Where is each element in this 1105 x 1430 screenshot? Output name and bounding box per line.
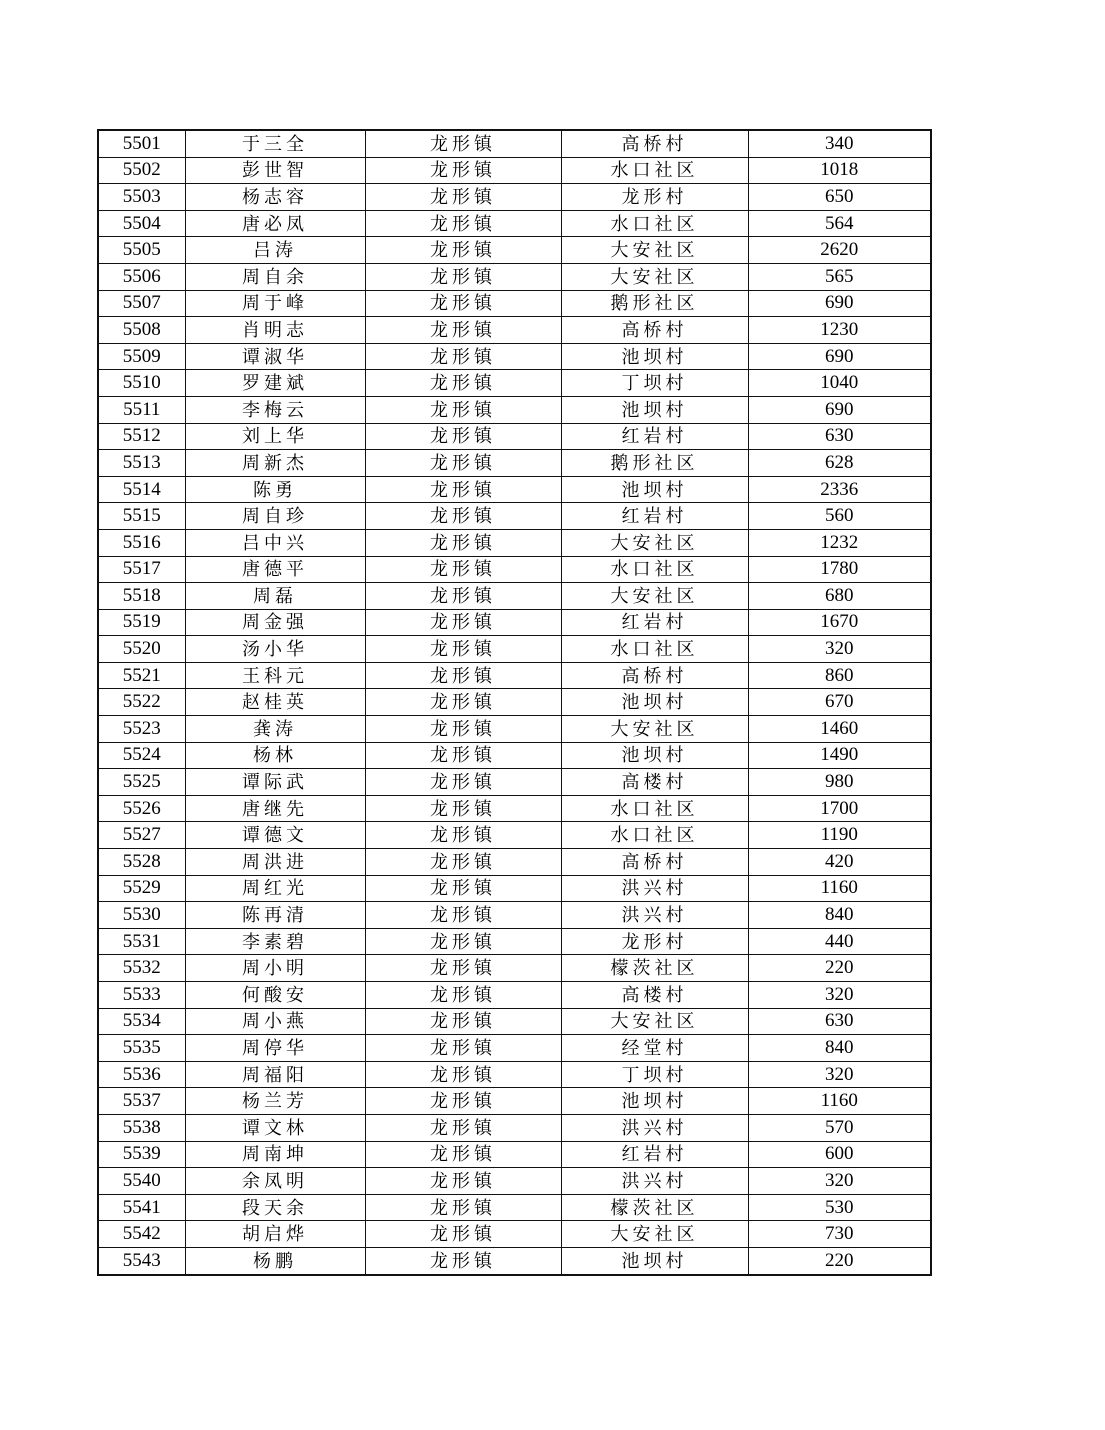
village-cell: 大安社区 xyxy=(561,583,748,610)
amount-cell: 1780 xyxy=(748,556,931,583)
village-cell: 檬茨社区 xyxy=(561,955,748,982)
person-name-cell: 王科元 xyxy=(185,662,365,689)
person-name-cell: 周福阳 xyxy=(185,1061,365,1088)
row-number-cell: 5502 xyxy=(98,157,185,184)
town-cell: 龙形镇 xyxy=(365,822,561,849)
amount-cell: 320 xyxy=(748,636,931,663)
table-row xyxy=(98,1088,931,1115)
person-name-cell: 周自珍 xyxy=(185,503,365,530)
table-row xyxy=(98,902,931,929)
amount-cell: 220 xyxy=(748,1247,931,1274)
table-row xyxy=(98,370,931,397)
table-row xyxy=(98,290,931,317)
village-cell: 鹅形社区 xyxy=(561,290,748,317)
row-number-cell: 5512 xyxy=(98,423,185,450)
village-cell: 池坝村 xyxy=(561,343,748,370)
row-number-cell: 5524 xyxy=(98,742,185,769)
person-name-cell: 彭世智 xyxy=(185,157,365,184)
village-cell: 龙形村 xyxy=(561,184,748,211)
row-number-cell: 5513 xyxy=(98,450,185,477)
town-cell: 龙形镇 xyxy=(365,609,561,636)
amount-cell: 1460 xyxy=(748,716,931,743)
town-cell: 龙形镇 xyxy=(365,476,561,503)
person-name-cell: 李素碧 xyxy=(185,928,365,955)
village-cell: 池坝村 xyxy=(561,396,748,423)
amount-cell: 420 xyxy=(748,849,931,876)
village-cell: 大安社区 xyxy=(561,529,748,556)
town-cell: 龙形镇 xyxy=(365,1008,561,1035)
town-cell: 龙形镇 xyxy=(365,902,561,929)
town-cell: 龙形镇 xyxy=(365,1247,561,1274)
village-cell: 水口社区 xyxy=(561,636,748,663)
town-cell: 龙形镇 xyxy=(365,370,561,397)
table-row xyxy=(98,583,931,610)
amount-cell: 690 xyxy=(748,396,931,423)
person-name-cell: 周南坤 xyxy=(185,1141,365,1168)
town-cell: 龙形镇 xyxy=(365,290,561,317)
person-name-cell: 谭际武 xyxy=(185,769,365,796)
amount-cell: 680 xyxy=(748,583,931,610)
row-number-cell: 5530 xyxy=(98,902,185,929)
row-number-cell: 5541 xyxy=(98,1194,185,1221)
person-name-cell: 于三全 xyxy=(185,130,365,157)
person-name-cell: 汤小华 xyxy=(185,636,365,663)
table-row xyxy=(98,343,931,370)
table-row xyxy=(98,1194,931,1221)
town-cell: 龙形镇 xyxy=(365,263,561,290)
row-number-cell: 5520 xyxy=(98,636,185,663)
town-cell: 龙形镇 xyxy=(365,928,561,955)
person-name-cell: 龚涛 xyxy=(185,716,365,743)
table-row xyxy=(98,1061,931,1088)
village-cell: 高桥村 xyxy=(561,849,748,876)
row-number-cell: 5505 xyxy=(98,237,185,264)
amount-cell: 530 xyxy=(748,1194,931,1221)
amount-cell: 1232 xyxy=(748,529,931,556)
person-name-cell: 李梅云 xyxy=(185,396,365,423)
table-row xyxy=(98,928,931,955)
person-name-cell: 段天余 xyxy=(185,1194,365,1221)
amount-cell: 730 xyxy=(748,1221,931,1248)
town-cell: 龙形镇 xyxy=(365,343,561,370)
town-cell: 龙形镇 xyxy=(365,450,561,477)
town-cell: 龙形镇 xyxy=(365,689,561,716)
village-cell: 水口社区 xyxy=(561,556,748,583)
table-row xyxy=(98,396,931,423)
amount-cell: 570 xyxy=(748,1114,931,1141)
amount-cell: 1160 xyxy=(748,1088,931,1115)
row-number-cell: 5517 xyxy=(98,556,185,583)
amount-cell: 630 xyxy=(748,423,931,450)
town-cell: 龙形镇 xyxy=(365,503,561,530)
amount-cell: 840 xyxy=(748,1035,931,1062)
village-cell: 水口社区 xyxy=(561,822,748,849)
person-name-cell: 罗建斌 xyxy=(185,370,365,397)
village-cell: 洪兴村 xyxy=(561,1168,748,1195)
row-number-cell: 5511 xyxy=(98,396,185,423)
person-name-cell: 杨兰芳 xyxy=(185,1088,365,1115)
village-cell: 红岩村 xyxy=(561,609,748,636)
person-name-cell: 唐必凤 xyxy=(185,210,365,237)
row-number-cell: 5506 xyxy=(98,263,185,290)
row-number-cell: 5522 xyxy=(98,689,185,716)
row-number-cell: 5537 xyxy=(98,1088,185,1115)
table-row xyxy=(98,982,931,1009)
town-cell: 龙形镇 xyxy=(365,210,561,237)
amount-cell: 690 xyxy=(748,290,931,317)
village-cell: 经堂村 xyxy=(561,1035,748,1062)
row-number-cell: 5527 xyxy=(98,822,185,849)
person-name-cell: 唐继先 xyxy=(185,795,365,822)
amount-cell: 1160 xyxy=(748,875,931,902)
row-number-cell: 5503 xyxy=(98,184,185,211)
village-cell: 大安社区 xyxy=(561,1008,748,1035)
amount-cell: 1490 xyxy=(748,742,931,769)
village-cell: 洪兴村 xyxy=(561,1114,748,1141)
town-cell: 龙形镇 xyxy=(365,982,561,1009)
table-row xyxy=(98,716,931,743)
amount-cell: 1018 xyxy=(748,157,931,184)
table-body xyxy=(98,130,931,1275)
village-cell: 红岩村 xyxy=(561,423,748,450)
town-cell: 龙形镇 xyxy=(365,716,561,743)
amount-cell: 440 xyxy=(748,928,931,955)
row-number-cell: 5529 xyxy=(98,875,185,902)
town-cell: 龙形镇 xyxy=(365,583,561,610)
person-name-cell: 周小明 xyxy=(185,955,365,982)
village-cell: 池坝村 xyxy=(561,1247,748,1274)
amount-cell: 560 xyxy=(748,503,931,530)
amount-cell: 2620 xyxy=(748,237,931,264)
person-name-cell: 谭文林 xyxy=(185,1114,365,1141)
village-cell: 檬茨社区 xyxy=(561,1194,748,1221)
table-row xyxy=(98,1114,931,1141)
town-cell: 龙形镇 xyxy=(365,1168,561,1195)
town-cell: 龙形镇 xyxy=(365,396,561,423)
town-cell: 龙形镇 xyxy=(365,849,561,876)
table-row xyxy=(98,1168,931,1195)
village-cell: 高桥村 xyxy=(561,317,748,344)
table-row xyxy=(98,476,931,503)
row-number-cell: 5536 xyxy=(98,1061,185,1088)
person-name-cell: 周小燕 xyxy=(185,1008,365,1035)
amount-cell: 320 xyxy=(748,1168,931,1195)
town-cell: 龙形镇 xyxy=(365,955,561,982)
table-row xyxy=(98,237,931,264)
town-cell: 龙形镇 xyxy=(365,184,561,211)
person-name-cell: 周自余 xyxy=(185,263,365,290)
table-row xyxy=(98,875,931,902)
village-cell: 水口社区 xyxy=(561,795,748,822)
table-row xyxy=(98,1221,931,1248)
row-number-cell: 5538 xyxy=(98,1114,185,1141)
row-number-cell: 5531 xyxy=(98,928,185,955)
table-row xyxy=(98,609,931,636)
row-number-cell: 5532 xyxy=(98,955,185,982)
village-cell: 洪兴村 xyxy=(561,875,748,902)
village-cell: 池坝村 xyxy=(561,1088,748,1115)
town-cell: 龙形镇 xyxy=(365,742,561,769)
person-name-cell: 刘上华 xyxy=(185,423,365,450)
amount-cell: 1670 xyxy=(748,609,931,636)
table-row xyxy=(98,556,931,583)
amount-cell: 860 xyxy=(748,662,931,689)
row-number-cell: 5516 xyxy=(98,529,185,556)
village-cell: 大安社区 xyxy=(561,1221,748,1248)
town-cell: 龙形镇 xyxy=(365,662,561,689)
amount-cell: 2336 xyxy=(748,476,931,503)
row-number-cell: 5525 xyxy=(98,769,185,796)
town-cell: 龙形镇 xyxy=(365,317,561,344)
person-name-cell: 周磊 xyxy=(185,583,365,610)
table-row xyxy=(98,1141,931,1168)
village-cell: 高桥村 xyxy=(561,662,748,689)
town-cell: 龙形镇 xyxy=(365,237,561,264)
amount-cell: 1230 xyxy=(748,317,931,344)
person-name-cell: 周金强 xyxy=(185,609,365,636)
table-row xyxy=(98,769,931,796)
row-number-cell: 5508 xyxy=(98,317,185,344)
town-cell: 龙形镇 xyxy=(365,130,561,157)
row-number-cell: 5543 xyxy=(98,1247,185,1274)
table-row xyxy=(98,529,931,556)
town-cell: 龙形镇 xyxy=(365,423,561,450)
person-name-cell: 肖明志 xyxy=(185,317,365,344)
village-cell: 高楼村 xyxy=(561,769,748,796)
row-number-cell: 5540 xyxy=(98,1168,185,1195)
amount-cell: 840 xyxy=(748,902,931,929)
table-row xyxy=(98,1035,931,1062)
village-cell: 高桥村 xyxy=(561,130,748,157)
amount-cell: 630 xyxy=(748,1008,931,1035)
town-cell: 龙形镇 xyxy=(365,1141,561,1168)
amount-cell: 980 xyxy=(748,769,931,796)
town-cell: 龙形镇 xyxy=(365,1035,561,1062)
village-cell: 大安社区 xyxy=(561,237,748,264)
town-cell: 龙形镇 xyxy=(365,1114,561,1141)
village-cell: 丁坝村 xyxy=(561,1061,748,1088)
village-cell: 池坝村 xyxy=(561,689,748,716)
town-cell: 龙形镇 xyxy=(365,1221,561,1248)
town-cell: 龙形镇 xyxy=(365,556,561,583)
person-name-cell: 吕涛 xyxy=(185,237,365,264)
village-cell: 水口社区 xyxy=(561,157,748,184)
table-row xyxy=(98,317,931,344)
person-name-cell: 谭淑华 xyxy=(185,343,365,370)
village-cell: 红岩村 xyxy=(561,1141,748,1168)
table-row xyxy=(98,849,931,876)
amount-cell: 564 xyxy=(748,210,931,237)
person-name-cell: 吕中兴 xyxy=(185,529,365,556)
table-row xyxy=(98,423,931,450)
person-name-cell: 周洪进 xyxy=(185,849,365,876)
town-cell: 龙形镇 xyxy=(365,529,561,556)
person-name-cell: 杨志容 xyxy=(185,184,365,211)
amount-cell: 1700 xyxy=(748,795,931,822)
row-number-cell: 5514 xyxy=(98,476,185,503)
row-number-cell: 5509 xyxy=(98,343,185,370)
person-name-cell: 陈再清 xyxy=(185,902,365,929)
town-cell: 龙形镇 xyxy=(365,1088,561,1115)
row-number-cell: 5501 xyxy=(98,130,185,157)
data-table xyxy=(97,129,932,1276)
table-row xyxy=(98,955,931,982)
town-cell: 龙形镇 xyxy=(365,795,561,822)
table-row xyxy=(98,1247,931,1274)
village-cell: 池坝村 xyxy=(561,742,748,769)
amount-cell: 628 xyxy=(748,450,931,477)
village-cell: 丁坝村 xyxy=(561,370,748,397)
amount-cell: 670 xyxy=(748,689,931,716)
row-number-cell: 5515 xyxy=(98,503,185,530)
person-name-cell: 周停华 xyxy=(185,1035,365,1062)
table-row xyxy=(98,184,931,211)
amount-cell: 320 xyxy=(748,1061,931,1088)
table-row xyxy=(98,1008,931,1035)
row-number-cell: 5539 xyxy=(98,1141,185,1168)
table-row xyxy=(98,210,931,237)
village-cell: 池坝村 xyxy=(561,476,748,503)
person-name-cell: 周于峰 xyxy=(185,290,365,317)
person-name-cell: 唐德平 xyxy=(185,556,365,583)
town-cell: 龙形镇 xyxy=(365,1194,561,1221)
row-number-cell: 5533 xyxy=(98,982,185,1009)
person-name-cell: 胡启烨 xyxy=(185,1221,365,1248)
village-cell: 红岩村 xyxy=(561,503,748,530)
amount-cell: 565 xyxy=(748,263,931,290)
amount-cell: 1190 xyxy=(748,822,931,849)
person-name-cell: 陈勇 xyxy=(185,476,365,503)
town-cell: 龙形镇 xyxy=(365,769,561,796)
amount-cell: 340 xyxy=(748,130,931,157)
town-cell: 龙形镇 xyxy=(365,636,561,663)
table-row xyxy=(98,689,931,716)
row-number-cell: 5504 xyxy=(98,210,185,237)
person-name-cell: 何酸安 xyxy=(185,982,365,1009)
row-number-cell: 5510 xyxy=(98,370,185,397)
amount-cell: 650 xyxy=(748,184,931,211)
village-cell: 鹅形社区 xyxy=(561,450,748,477)
amount-cell: 690 xyxy=(748,343,931,370)
village-cell: 水口社区 xyxy=(561,210,748,237)
person-name-cell: 杨林 xyxy=(185,742,365,769)
table-row xyxy=(98,263,931,290)
row-number-cell: 5542 xyxy=(98,1221,185,1248)
table-row xyxy=(98,503,931,530)
amount-cell: 1040 xyxy=(748,370,931,397)
row-number-cell: 5523 xyxy=(98,716,185,743)
row-number-cell: 5535 xyxy=(98,1035,185,1062)
village-cell: 洪兴村 xyxy=(561,902,748,929)
table-row xyxy=(98,157,931,184)
table-row xyxy=(98,662,931,689)
village-cell: 龙形村 xyxy=(561,928,748,955)
town-cell: 龙形镇 xyxy=(365,1061,561,1088)
amount-cell: 220 xyxy=(748,955,931,982)
town-cell: 龙形镇 xyxy=(365,875,561,902)
table-row xyxy=(98,822,931,849)
person-name-cell: 杨鹏 xyxy=(185,1247,365,1274)
row-number-cell: 5526 xyxy=(98,795,185,822)
table-row xyxy=(98,450,931,477)
table-row xyxy=(98,795,931,822)
row-number-cell: 5534 xyxy=(98,1008,185,1035)
table-row xyxy=(98,636,931,663)
person-name-cell: 谭德文 xyxy=(185,822,365,849)
table-row xyxy=(98,130,931,157)
row-number-cell: 5521 xyxy=(98,662,185,689)
amount-cell: 320 xyxy=(748,982,931,1009)
row-number-cell: 5507 xyxy=(98,290,185,317)
row-number-cell: 5528 xyxy=(98,849,185,876)
row-number-cell: 5518 xyxy=(98,583,185,610)
person-name-cell: 余凤明 xyxy=(185,1168,365,1195)
person-name-cell: 周新杰 xyxy=(185,450,365,477)
town-cell: 龙形镇 xyxy=(365,157,561,184)
village-cell: 高楼村 xyxy=(561,982,748,1009)
amount-cell: 600 xyxy=(748,1141,931,1168)
village-cell: 大安社区 xyxy=(561,716,748,743)
village-cell: 大安社区 xyxy=(561,263,748,290)
person-name-cell: 赵桂英 xyxy=(185,689,365,716)
row-number-cell: 5519 xyxy=(98,609,185,636)
person-name-cell: 周红光 xyxy=(185,875,365,902)
table-row xyxy=(98,742,931,769)
